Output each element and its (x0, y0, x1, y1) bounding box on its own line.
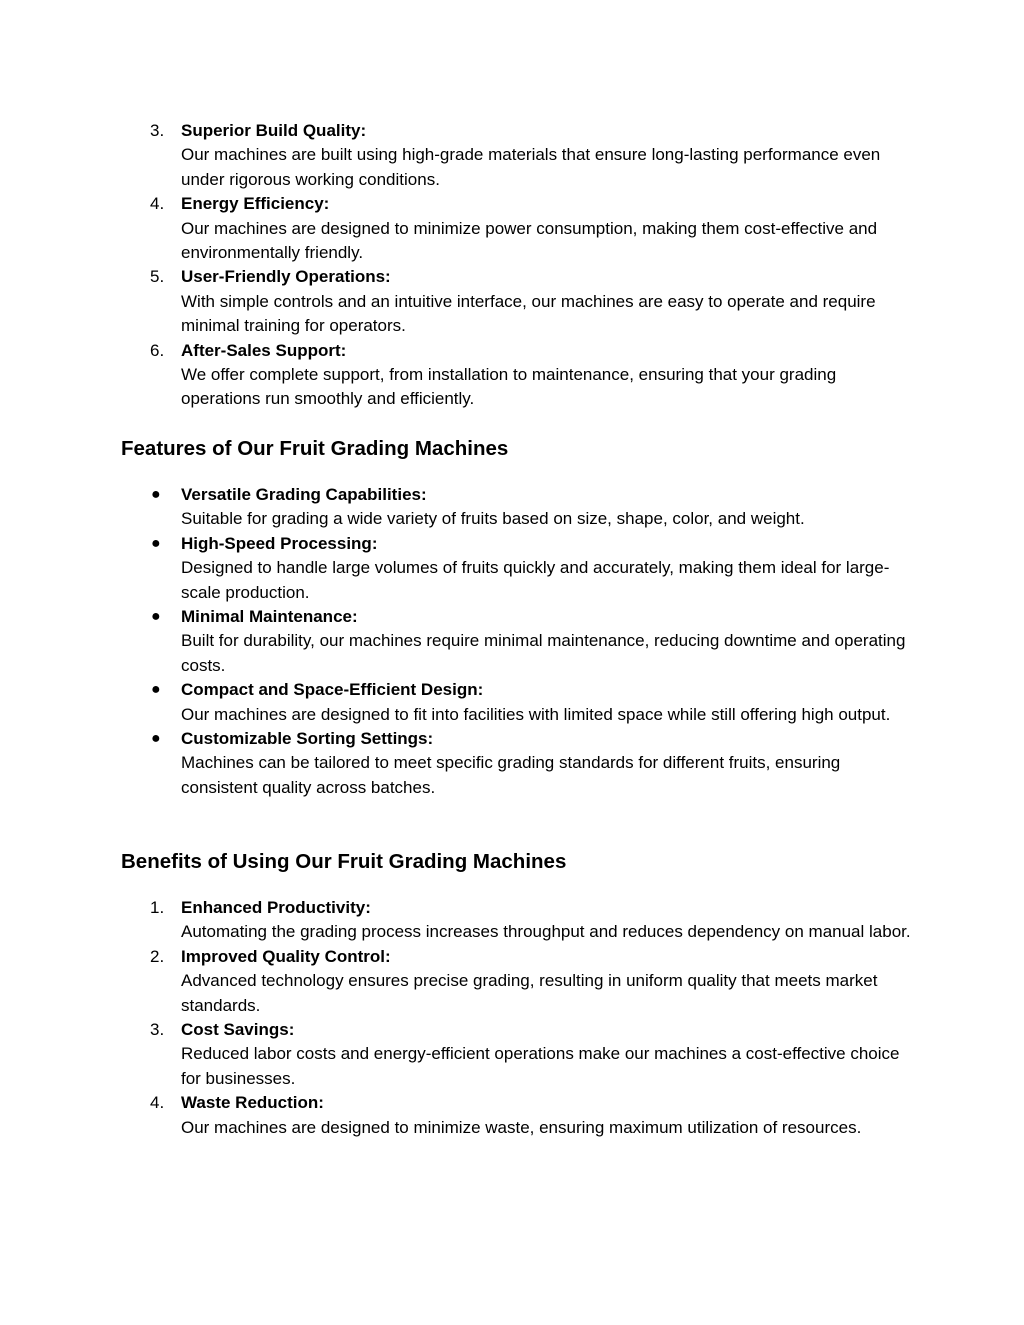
list-number: 3. (150, 121, 165, 140)
item-description: Reduced labor costs and energy-efficient operations make our machines a cost-effective choice for businesses. (181, 1044, 900, 1088)
bullet-icon: ● (151, 730, 161, 748)
item-title: User-Friendly Operations: (181, 267, 391, 287)
item-description: Designed to handle large volumes of fruits quickly and accurately, making them ideal for large-scale production. (181, 558, 890, 602)
list-item (0, 532, 1024, 605)
list-item (0, 119, 1024, 192)
item-description: Automating the grading process increases throughput and reduces dependency on manual labor. (181, 922, 911, 942)
item-title: Cost Savings: (181, 1020, 295, 1040)
item-title: Enhanced Productivity: (181, 898, 371, 917)
list-item (0, 1091, 1024, 1140)
list-number: 2. (150, 946, 165, 966)
list-item (0, 483, 1024, 532)
list-item (0, 192, 1024, 265)
bullet-icon: ● (151, 534, 161, 552)
list-number: 1. (150, 898, 165, 917)
item-title: Versatile Grading Capabilities: (181, 485, 427, 504)
list-number: 5. (150, 267, 165, 287)
benefits-heading: Benefits of Using Our Fruit Grading Machines (121, 850, 567, 873)
item-title: Improved Quality Control: (181, 946, 391, 966)
item-description: Our machines are built using high-grade materials that ensure long-lasting performance even under rigorous working conditions. (181, 145, 881, 189)
list-item (0, 339, 1024, 412)
list-number: 3. (150, 1020, 165, 1040)
item-title: Waste Reduction: (181, 1093, 324, 1113)
list-item (0, 896, 1024, 945)
list-item (0, 605, 1024, 678)
item-description: Suitable for grading a wide variety of fruits based on size, shape, color, and weight. (181, 509, 805, 529)
item-description: Our machines are designed to minimize power consumption, making them cost-effective and environmentally friendly. (181, 218, 878, 263)
item-title: Minimal Maintenance: (181, 607, 358, 627)
list-item (0, 1018, 1024, 1091)
item-description: Advanced technology ensures precise grading, resulting in uniform quality that meets market standards. (181, 971, 878, 1015)
item-description: Our machines are designed to minimize waste, ensuring maximum utilization of resources. (181, 1117, 862, 1137)
item-title: Energy Efficiency: (181, 194, 330, 214)
list-item (0, 678, 1024, 727)
item-description: With simple controls and an intuitive interface, our machines are easy to operate and require minimal training for operators. (181, 291, 876, 336)
item-title: Superior Build Quality: (181, 121, 367, 140)
benefits-list (0, 896, 1024, 1140)
list-number: 4. (150, 1093, 165, 1113)
bullet-icon: ● (151, 486, 161, 503)
features-list (0, 483, 1024, 800)
bullet-icon: ● (151, 681, 161, 699)
item-title: Customizable Sorting Settings: (181, 729, 434, 749)
item-description: Our machines are designed to fit into facilities with limited space while still offering high output. (181, 704, 891, 724)
item-title: Compact and Space-Efficient Design: (181, 680, 484, 700)
list-number: 6. (150, 340, 165, 360)
list-item (0, 727, 1024, 800)
list-number: 4. (150, 194, 165, 214)
list-item (0, 945, 1024, 1018)
item-description: We offer complete support, from installation to maintenance, ensuring that your grading operations run smoothly and efficiently. (181, 365, 837, 409)
item-title: After-Sales Support: (181, 340, 347, 360)
advantages-list (0, 119, 1024, 412)
item-description: Built for durability, our machines require minimal maintenance, reducing downtime and operating costs. (181, 631, 906, 675)
bullet-icon: ● (151, 608, 161, 626)
item-description: Machines can be tailored to meet specific grading standards for different fruits, ensuring consistent quality across batches. (181, 753, 841, 797)
list-item (0, 265, 1024, 338)
item-title: High-Speed Processing: (181, 533, 378, 553)
features-heading: Features of Our Fruit Grading Machines (121, 437, 509, 460)
